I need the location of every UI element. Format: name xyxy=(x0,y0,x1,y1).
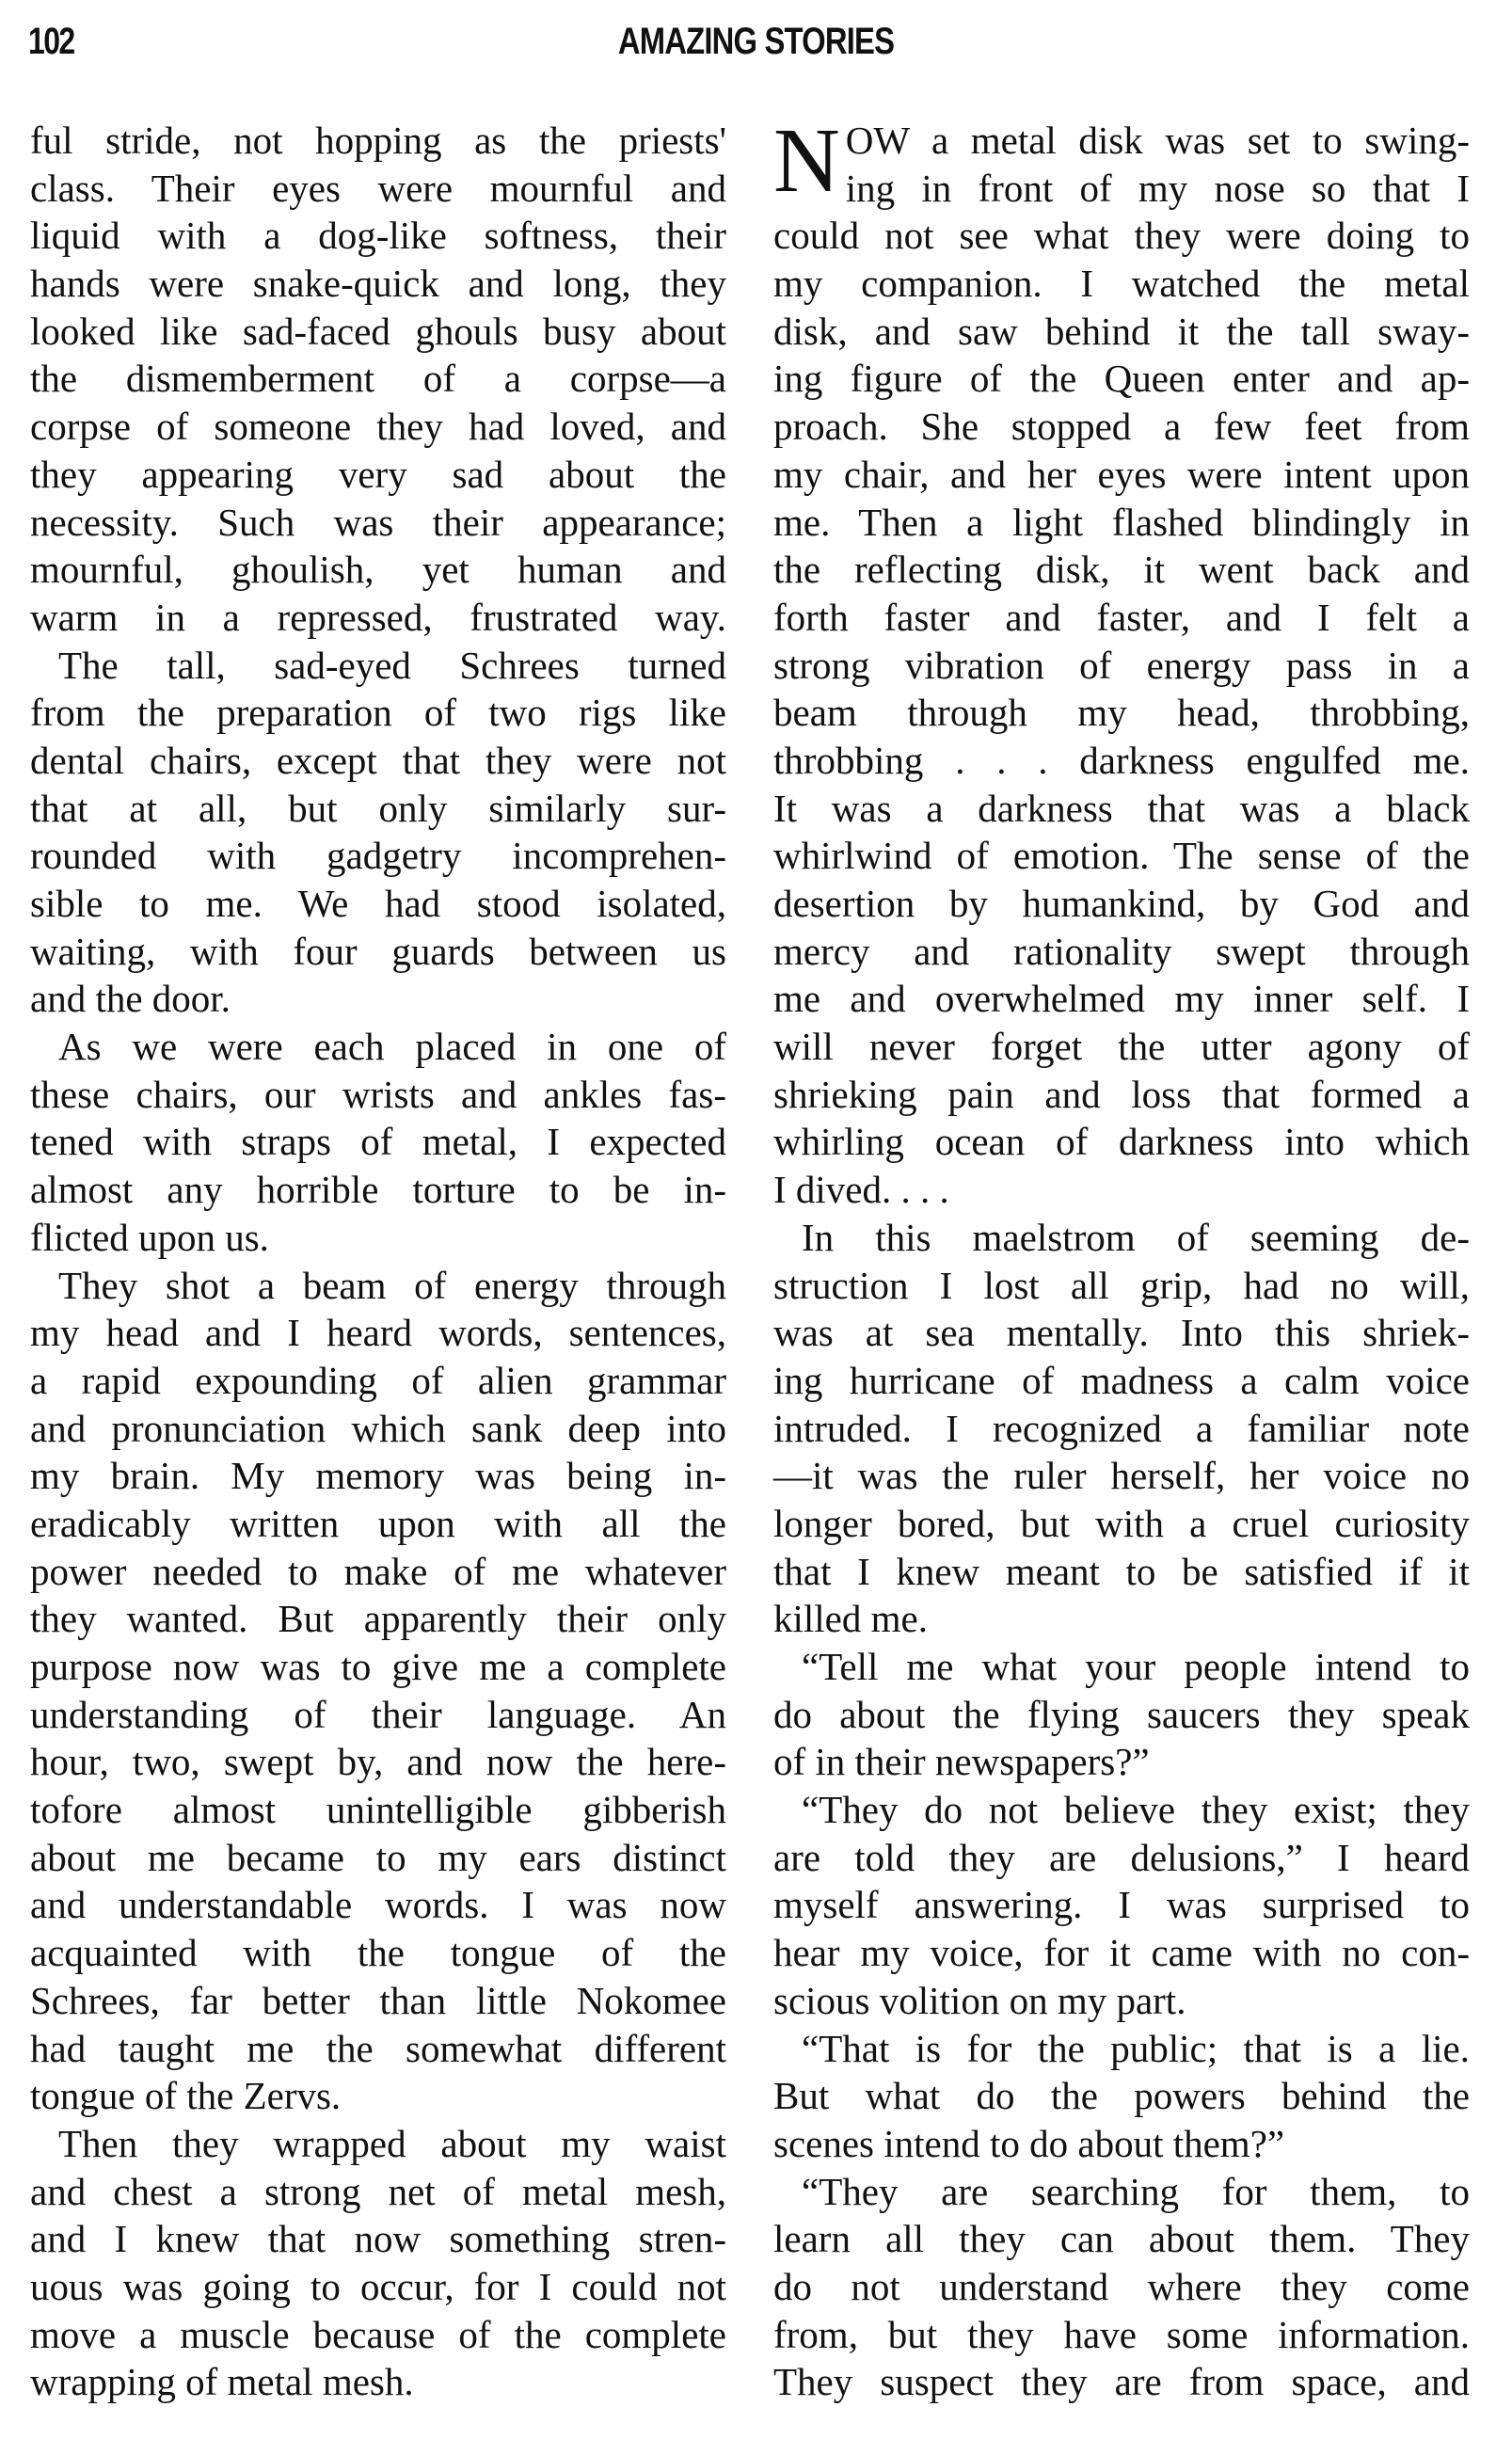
text-line: desertion by humankind, by God and xyxy=(773,882,1470,925)
text-line: are told they are delusions,” I heard xyxy=(773,1835,1470,1879)
text-line: shrieking pain and loss that formed a xyxy=(773,1072,1470,1116)
text-line: myself answering. I was surprised to xyxy=(773,1883,1470,1927)
text-line: do about the flying saucers they speak xyxy=(773,1692,1470,1736)
text-line: could not see what they were doing to xyxy=(773,214,1470,258)
paragraph xyxy=(30,1023,726,1261)
text-line: In this maelstrom of seeming de- xyxy=(802,1215,1470,1259)
text-line: uous was going to occur, for I could not xyxy=(30,2264,726,2308)
text-line: mercy and rationality swept through xyxy=(773,929,1470,973)
text-line: mournful, ghoulish, yet human and xyxy=(30,548,726,592)
text-line: my chair, and her eyes were intent upon xyxy=(773,452,1470,496)
text-line: hear my voice, for it came with no con- xyxy=(773,1931,1470,1975)
text-line: tened with straps of metal, I expected xyxy=(30,1120,726,1164)
text-line: necessity. Such was their appearance; xyxy=(30,500,726,544)
text-line: the dismemberment of a corpse—a xyxy=(30,357,726,401)
paragraph xyxy=(773,110,1470,1214)
text-line: The tall, sad-eyed Schrees turned xyxy=(58,643,726,687)
text-line: sible to me. We had stood isolated, xyxy=(30,882,726,925)
paragraph xyxy=(30,642,726,1024)
text-line: power needed to make of me whatever xyxy=(30,1549,726,1593)
text-line: they appearing very sad about the xyxy=(30,452,726,496)
text-line: It was a darkness that was a black xyxy=(773,786,1470,830)
text-line: they wanted. But apparently their only xyxy=(30,1597,726,1641)
text-line: and the door. xyxy=(30,977,231,1021)
text-line: my head and I heard words, sentences, xyxy=(30,1311,726,1355)
text-line: and I knew that now something stren- xyxy=(30,2217,726,2261)
paragraph xyxy=(30,2120,726,2406)
text-line: my brain. My memory was being in- xyxy=(30,1454,726,1498)
text-line: liquid with a dog-like softness, their xyxy=(30,214,726,258)
text-line: waiting, with four guards between us xyxy=(30,929,726,973)
text-line: They suspect they are from space, and xyxy=(773,2360,1470,2404)
text-line: ing figure of the Queen enter and ap- xyxy=(773,357,1470,401)
text-line: wrapping of metal mesh. xyxy=(30,2360,414,2404)
drop-cap: N xyxy=(773,110,840,212)
paragraph xyxy=(773,2168,1470,2406)
text-line: acquainted with the tongue of the xyxy=(30,1931,726,1975)
text-line: rounded with gadgetry incomprehen- xyxy=(30,834,726,878)
text-line: tofore almost unintelligible gibberish xyxy=(30,1788,726,1832)
text-line: warm in a repressed, frustrated way. xyxy=(30,595,726,639)
text-line: “They are searching for them, to xyxy=(802,2169,1470,2213)
text-line: whirling ocean of darkness into which xyxy=(773,1120,1470,1164)
text-line: flicted upon us. xyxy=(30,1215,269,1259)
text-line: dental chairs, except that they were not xyxy=(30,738,726,782)
text-line: strong vibration of energy pass in a xyxy=(773,643,1470,687)
text-line: and understandable words. I was now xyxy=(30,1883,726,1927)
text-line: “Tell me what your people intend to xyxy=(802,1645,1470,1688)
text-line: was at sea mentally. Into this shriek- xyxy=(773,1311,1470,1355)
text-line: will never forget the utter agony of xyxy=(773,1025,1470,1069)
text-line: class. Their eyes were mournful and xyxy=(30,166,726,210)
page-number: 102 xyxy=(28,21,74,62)
running-header-title: AMAZING STORIES xyxy=(617,21,895,62)
text-line: I dived. . . . xyxy=(773,1168,949,1212)
text-line: intruded. I recognized a familiar note xyxy=(773,1406,1470,1450)
paragraph xyxy=(773,1214,1470,1643)
text-line: throbbing . . . darkness engulfed me. xyxy=(773,738,1470,782)
text-line: do not understand where they come xyxy=(773,2264,1470,2308)
text-line: from, but they have some information. xyxy=(773,2312,1470,2356)
text-line: Then they wrapped about my waist xyxy=(58,2121,726,2165)
text-line: killed me. xyxy=(773,1597,928,1641)
right-column xyxy=(773,110,1470,2406)
text-line: longer bored, but with a cruel curiosity xyxy=(773,1501,1470,1545)
text-line: of in their newspapers?” xyxy=(773,1740,1150,1784)
text-line: scenes intend to do about them?” xyxy=(773,2121,1285,2165)
paragraph xyxy=(773,1786,1470,2024)
text-line: the reflecting disk, it went back and xyxy=(773,548,1470,592)
text-line: beam through my head, throbbing, xyxy=(773,691,1470,735)
text-line: OW a metal disk was set to swing- xyxy=(845,119,1470,162)
text-line: had taught me the somewhat different xyxy=(30,2026,726,2070)
text-line: disk, and saw behind it the tall sway- xyxy=(773,309,1470,353)
text-line: hour, two, swept by, and now the here- xyxy=(30,1740,726,1784)
text-line: “They do not believe they exist; they xyxy=(802,1788,1470,1832)
text-line: They shot a beam of energy through xyxy=(58,1263,726,1307)
text-line: me and overwhelmed my inner self. I xyxy=(773,977,1470,1021)
text-line: corpse of someone they had loved, and xyxy=(30,405,726,449)
text-line: about me became to my ears distinct xyxy=(30,1835,726,1879)
left-column xyxy=(30,117,726,2406)
text-line: almost any horrible torture to be in- xyxy=(30,1168,726,1212)
text-line: whirlwind of emotion. The sense of the xyxy=(773,834,1470,878)
text-line: and pronunciation which sank deep into xyxy=(30,1406,726,1450)
paragraph xyxy=(773,1643,1470,1786)
text-line: ful stride, not hopping as the priests' xyxy=(30,119,726,162)
paragraph xyxy=(773,2025,1470,2168)
paragraph xyxy=(30,117,726,642)
text-line: eradicably written upon with all the xyxy=(30,1501,726,1545)
paragraph xyxy=(30,1262,726,2120)
text-line: proach. She stopped a few feet from xyxy=(773,405,1470,449)
text-line: ing hurricane of madness a calm voice xyxy=(773,1358,1470,1402)
text-line: move a muscle because of the complete xyxy=(30,2312,726,2356)
text-line: that I knew meant to be satisfied if it xyxy=(773,1549,1470,1593)
text-line: that at all, but only similarly sur- xyxy=(30,786,726,830)
text-line: these chairs, our wrists and ankles fas- xyxy=(30,1072,726,1116)
text-line: from the preparation of two rigs like xyxy=(30,691,726,735)
text-line: Schrees, far better than little Nokomee xyxy=(30,1978,726,2022)
text-line: purpose now was to give me a complete xyxy=(30,1645,726,1688)
text-line: —it was the ruler herself, her voice no xyxy=(773,1454,1470,1498)
text-line: hands were snake-quick and long, they xyxy=(30,262,726,306)
text-line: scious volition on my part. xyxy=(773,1978,1186,2022)
text-line: tongue of the Zervs. xyxy=(30,2074,342,2118)
text-line: “That is for the public; that is a lie. xyxy=(802,2026,1470,2070)
text-line: As we were each placed in one of xyxy=(58,1025,726,1069)
text-line: my companion. I watched the metal xyxy=(773,262,1470,306)
text-line: ing in front of my nose so that I xyxy=(845,166,1470,210)
text-line: a rapid expounding of alien grammar xyxy=(30,1358,726,1402)
text-line: forth faster and faster, and I felt a xyxy=(773,595,1470,639)
text-line: learn all they can about them. They xyxy=(773,2217,1470,2261)
text-line: But what do the powers behind the xyxy=(773,2074,1470,2118)
text-line: looked like sad-faced ghouls busy about xyxy=(30,309,726,353)
text-line: struction I lost all grip, had no will, xyxy=(773,1263,1470,1307)
text-line: and chest a strong net of metal mesh, xyxy=(30,2169,726,2213)
text-line: understanding of their language. An xyxy=(30,1692,726,1736)
text-line: me. Then a light flashed blindingly in xyxy=(773,500,1470,544)
